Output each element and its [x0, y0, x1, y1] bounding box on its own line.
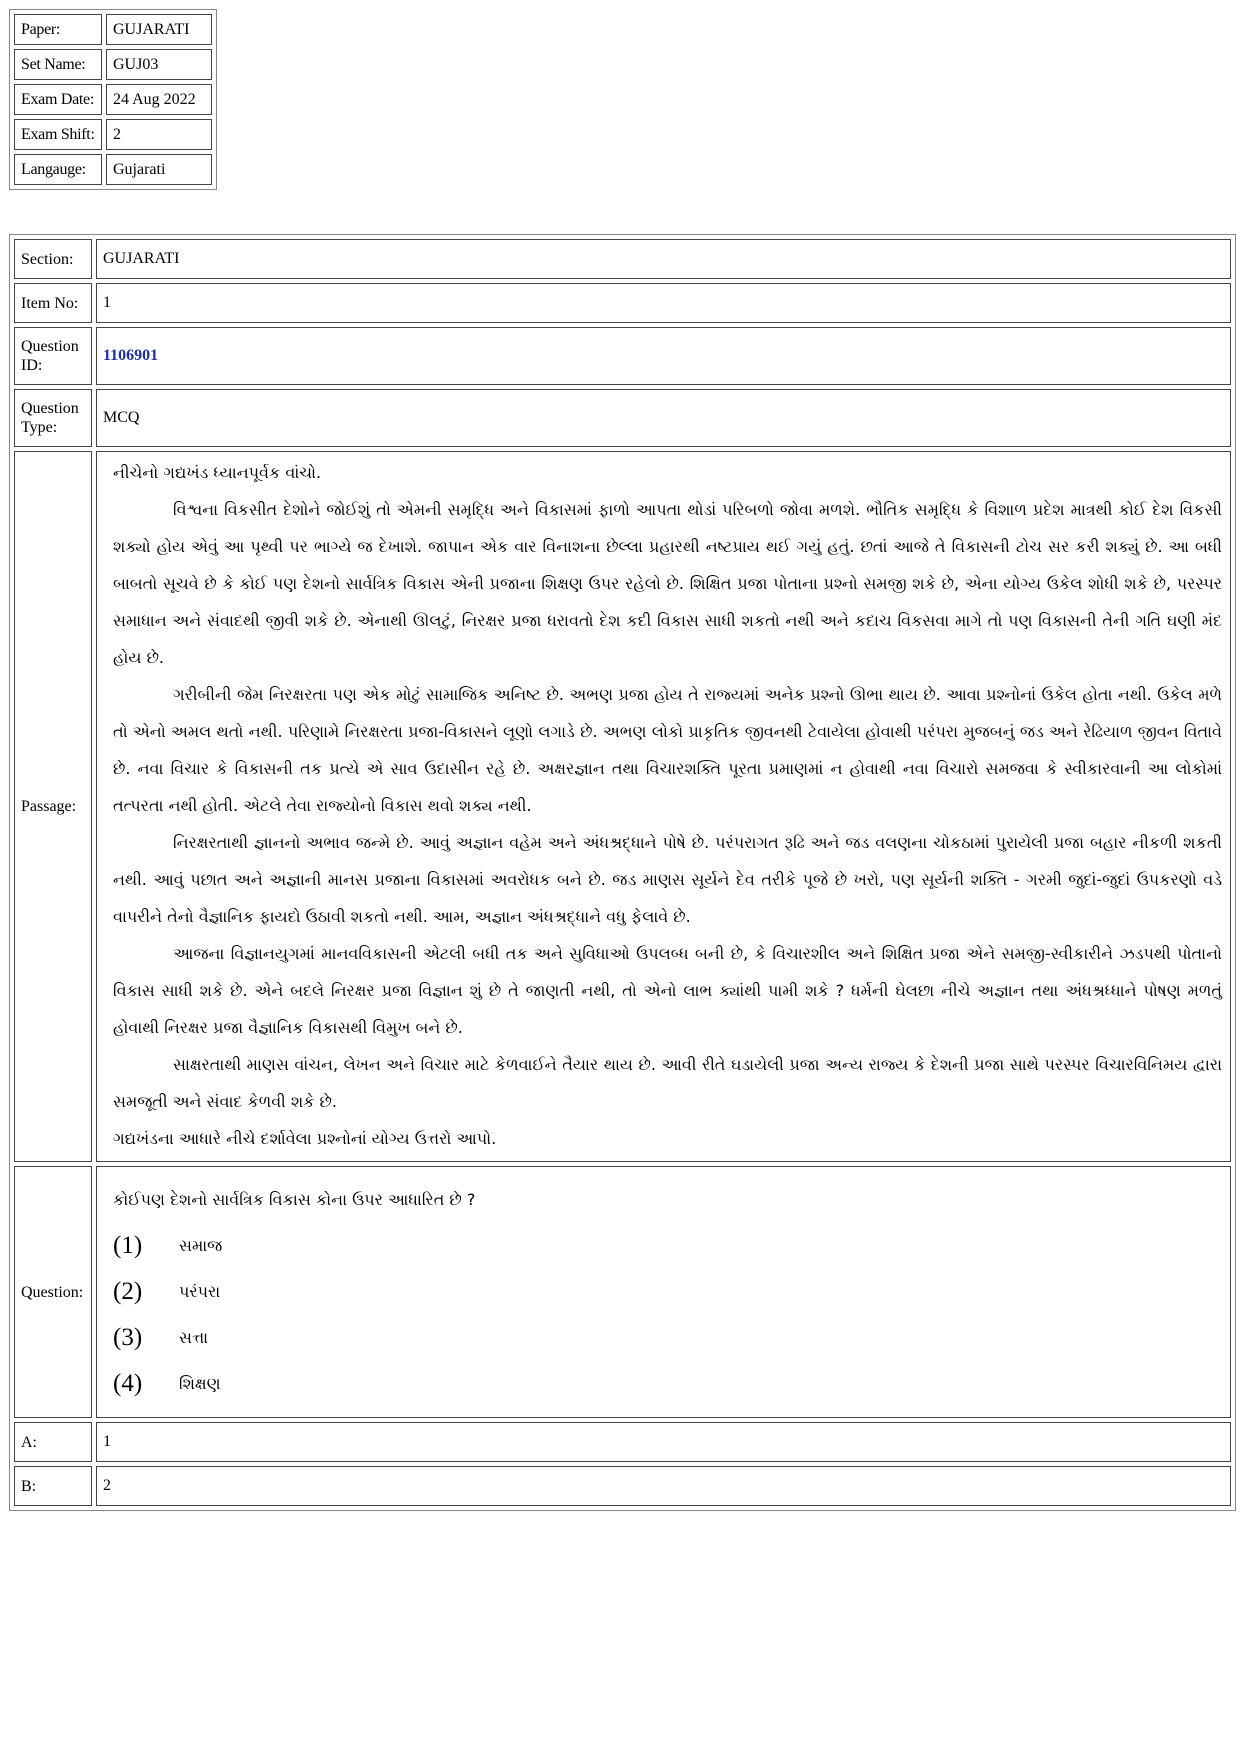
passage-paragraph: વિશ્વના વિકસીત દેશોને જોઈશું તો એમની સમૃદ્ધિ અને વિકાસમાં ફાળો આપતા થોડાં પરિબળો જોવા મળશે. ભૌતિક સમૃદ્ધિ કે વિશાળ પ્રદેશ માત્રથી કોઈ દેશ વિકસી શક્યો હોય એવું આ પૃથ્વી પર ભાગ્યે જ દેખાશે. જાપાન એક વાર વિનાશના છેલ્લા પ્રહારથી નષ્ટપ્રાય થઈ ગયું હતું. છતાં આજે તે વિકાસની ટોચ સર કરી શક્યું છે. આ બધી બાબતો સૂચવે છે કે કોઈ પણ દેશનો સાર્વત્રિક વિકાસ એની પ્રજાના શિક્ષણ ઉપર રહેલો છે. શિક્ષિત પ્રજા પોતાના પ્રશ્નો સમજી શકે છે, એના યોગ્ય ઉકેલ શોધી શકે છે, પરસ્પર સમાધાન અને સંવાદથી જીવી શકે છે. એનાથી ઊલટું, નિરક્ષર પ્રજા ધરાવતો દેશ કદી વિકાસ સાધી શકતો નથી અને કદાચ વિકસવા માગે તો પણ વિકાસની તેની ગતિ ઘણી મંદ હોય છે.	[113, 500, 1222, 667]
exam-meta-table	[9, 9, 217, 190]
meta-label: Exam Shift:	[14, 119, 102, 150]
option-text: પરંપરા	[179, 1282, 221, 1301]
passage-paragraph: સાક્ષરતાથી માણસ વાંચન, લેખન અને વિચાર માટે કેળવાઈને તૈયાર થાય છે. આવી રીતે ઘડાયેલી પ્રજા અન્ય રાજ્ય કે દેશની પ્રજા સાથે પરસ્પર વિચારવિનિમય દ્વારા સમજૂતી અને સંવાદ કેળવી શકે છે.	[113, 1055, 1222, 1111]
option-number: (3)	[113, 1324, 143, 1351]
passage-intro: નીચેનો ગદ્યખંડ ધ્યાનપૂર્વક વાંચો.	[113, 463, 322, 482]
option-b-label: B:	[14, 1466, 92, 1506]
meta-label: Paper:	[14, 14, 102, 45]
meta-row	[14, 154, 212, 185]
passage-row	[14, 451, 1231, 1162]
question-type-row	[14, 389, 1231, 447]
question-id-row	[14, 327, 1231, 385]
answer-option	[113, 1269, 1214, 1315]
passage-paragraph: ગરીબીની જેમ નિરક્ષરતા પણ એક મોટું સામાજિક અનિષ્ટ છે. અભણ પ્રજા હોય તે રાજ્યમાં અનેક પ્રશ્નો ઊભા થાય છે. આવા પ્રશ્નોનાં ઉકેલ હોતા નથી. ઉકેલ મળે તો એનો અમલ થતો નથી. પરિણામે નિરક્ષરતા પ્રજા-વિકાસને લૂણો લગાડે છે. અભણ લોકો પ્રાકૃતિક જીવનથી ટેવાયેલા હોવાથી પરંપરા મુજબનું જડ અને રેઢિયાળ જીવન વિતાવે છે. નવા વિચાર કે વિકાસની તક પ્રત્યે એ સાવ ઉદાસીન રહે છે. અક્ષરજ્ઞાન તથા વિચારશક્તિ પૂરતા પ્રમાણમાં ન હોવાથી નવા વિચારો સમજવા કે સ્વીકારવાની આ લોકોમાં તત્પરતા નથી હોતી. એટલે તેવા રાજ્યોનો વિકાસ થવો શક્ય નથી.	[113, 685, 1222, 815]
meta-value: 24 Aug 2022	[106, 84, 212, 115]
section-row	[14, 239, 1231, 279]
question-type-label: Question Type:	[14, 389, 92, 447]
option-text: સત્તા	[179, 1328, 209, 1347]
meta-row	[14, 119, 212, 150]
option-a-label: A:	[14, 1422, 92, 1462]
option-b-value: 2	[96, 1466, 1231, 1506]
option-number: (1)	[113, 1232, 143, 1259]
passage-paragraph: આજના વિજ્ઞાનયુગમાં માનવવિકાસની એટલી બધી તક અને સુવિધાઓ ઉપલબ્ધ બની છે, કે વિચારશીલ અને શિક્ષિત પ્રજા એને સમજી-સ્વીકારીને ઝડપથી પોતાનો વિકાસ સાધી શકે છે. એને બદલે નિરક્ષર પ્રજા વિજ્ઞાન શું છે તે જાણતી નથી, તો એનો લાભ ક્યાંથી પામી શકે ? ધર્મની ઘેલછા નીચે અજ્ઞાન તથા અંધશ્રધ્ધાને પોષણ મળતું હોવાથી નિરક્ષર પ્રજા વૈજ્ઞાનિક વિકાસથી વિમુખ બને છે.	[113, 944, 1222, 1037]
meta-value: 2	[106, 119, 212, 150]
answer-option	[113, 1361, 1214, 1407]
meta-value: GUJARATI	[106, 14, 212, 45]
question-content	[96, 1166, 1231, 1418]
item-no-value: 1	[96, 283, 1231, 323]
answer-option	[113, 1223, 1214, 1269]
question-type-value: MCQ	[96, 389, 1231, 447]
item-no-label: Item No:	[14, 283, 92, 323]
question-id-value: 1106901	[96, 327, 1231, 385]
passage-paragraph: નિરક્ષરતાથી જ્ઞાનનો અભાવ જન્મે છે. આવું અજ્ઞાન વહેમ અને અંધશ્રદ્ધાને પોષે છે. પરંપરાગત રૂઢિ અને જડ વલણના ચોકઠામાં પુરાયેલી પ્રજા બહાર નીકળી શકતી નથી. આવું પછાત અને અજ્ઞાની માનસ પ્રજાના વિકાસમાં અવરોધક બને છે. જડ માણસ સૂર્યને દેવ તરીકે પૂજે છે ખરો, પણ સૂર્યની શક્તિ - ગરમી જુદાં-જુદાં ઉપકરણો વડે વાપરીને તેનો વૈજ્ઞાનિક ફાયદો ઉઠાવી શકતો નથી. આમ, અજ્ઞાન અંધશ્રદ્ધાને વધુ ફેલાવે છે.	[113, 833, 1222, 926]
meta-row	[14, 84, 212, 115]
option-number: (2)	[113, 1278, 143, 1305]
meta-label: Exam Date:	[14, 84, 102, 115]
meta-row	[14, 14, 212, 45]
question-row	[14, 1166, 1231, 1418]
section-value: GUJARATI	[96, 239, 1231, 279]
option-text: શિક્ષણ	[179, 1374, 221, 1393]
meta-row	[14, 49, 212, 80]
meta-value: Gujarati	[106, 154, 212, 185]
meta-label: Set Name:	[14, 49, 102, 80]
question-item-table	[9, 234, 1236, 1511]
option-number: (4)	[113, 1370, 143, 1397]
section-label: Section:	[14, 239, 92, 279]
option-a-value: 1	[96, 1422, 1231, 1462]
passage-outro: ગદ્યખંડના આધારે નીચે દર્શાવેલા પ્રશ્નોનાં યોગ્ય ઉત્તરો આપો.	[113, 1129, 497, 1148]
question-text: કોઈપણ દેશનો સાર્વત્રિક વિકાસ કોના ઉપર આધારિત છે ?	[113, 1190, 476, 1209]
question-label: Question:	[14, 1166, 92, 1418]
question-id-label: Question ID:	[14, 327, 92, 385]
passage-text	[96, 451, 1231, 1162]
passage-label: Passage:	[14, 451, 92, 1162]
option-a-row	[14, 1422, 1231, 1462]
meta-label: Langauge:	[14, 154, 102, 185]
answer-option	[113, 1315, 1214, 1361]
option-b-row	[14, 1466, 1231, 1506]
option-text: સમાજ	[179, 1236, 223, 1255]
item-no-row	[14, 283, 1231, 323]
meta-value: GUJ03	[106, 49, 212, 80]
